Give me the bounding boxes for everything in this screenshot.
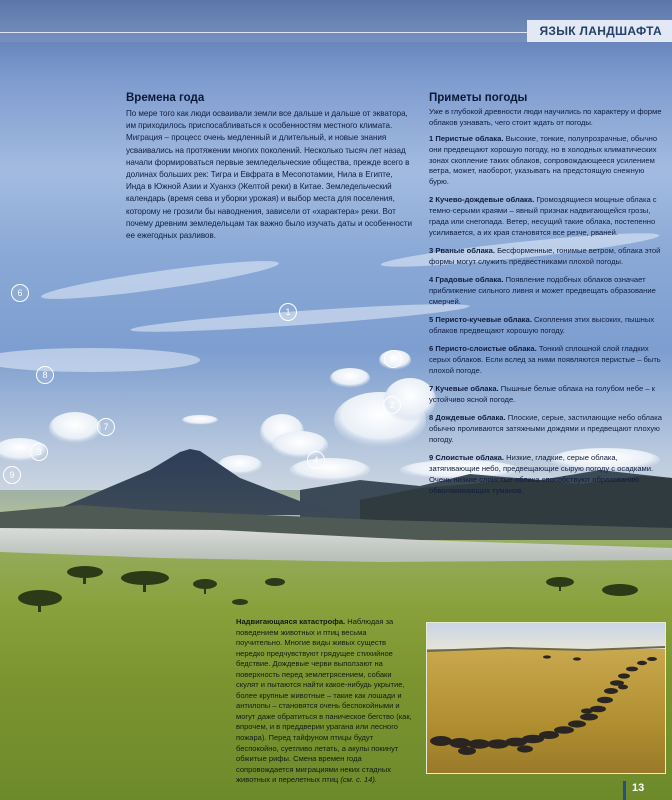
list-item [429,453,665,496]
item-text: Скопления этих высоких, пышных облаков предвещают хорошую погоду. [429,315,655,335]
item-text: Низкие, гладкие, серые облака, затягивающие небо, предвещающие сырую погоду с осадками. Очень низкие слоистые облака способствуют образованию обволакивающих туманов. [429,453,654,495]
item-number: 4 [429,275,434,285]
wildebeest-photo [426,622,666,774]
item-text: Плоские, серые, застилающие небо облака обычно проливаются затяжными дождями и предвещают плохую погоду. [429,413,662,444]
list-item [429,246,665,268]
seasons-heading: Времена года [126,92,205,104]
list-item [429,413,665,445]
cloud-marker-1: 1 [279,303,297,321]
item-term: Рваные облака. [435,246,495,256]
section-label: ЯЗЫК ЛАНДШАФТА [527,20,672,42]
item-term: Кучево-дождевые облака. [435,195,535,205]
list-item [429,315,665,337]
cloud-marker-5: 5 [384,350,402,368]
item-number: 1 [429,134,434,143]
item-term: Перисто-кучевые облака. [435,315,532,325]
item-term: Перисто-слоистые облака. [435,344,537,354]
list-item [429,275,665,307]
cloud-types-list [429,134,665,496]
item-term: Кучевые облака. [435,384,499,394]
item-term: Градовые облака. [435,275,504,285]
weather-signs-heading: Приметы погоды [429,92,528,104]
item-text: Высокие, тонкие, полупрозрачные, обычно они предвещают хорошую погоду, но в холодных климатических зонах скопление таких облаков, сопровождающееся усилением ветра, может, наоборот, указывать на предстоящую снежную бурю. [429,134,658,187]
seasons-body: По мере того как люди осваивали земли все дальше и дальше от экватора, им приходилось приспосабливаться к особенностям местного климата. Миграция – процесс очень медленный и длительный, и новые знания усваивались на протяжении многих поколений. Несколько тысяч лет назад начали формироваться первые земледельческие общества, прежде всего в долинах больших рек: Тигра и Евфрата в Месопотамии, Нила в Египте, Инда в Южной Азии и Хуанхэ (Желтой реки) в Китае. Земледельческий календарь (время сева и уборки урожая) и выбор места для поселения, которому не грозили бы наводнения, зависели от «характера» реки. Вот почему древним земледельцам так важно было изучать даты и особенности ее ежегодных разливов. [126,109,412,241]
page-number: 13 [632,782,645,794]
item-text: Тонкий сплошной слой гладких серых облаков. Если вслед за ними появляются перистые – быть плохой погоде. [429,344,661,375]
cloud-marker-4: 4 [307,451,325,469]
item-number: 7 [429,384,434,394]
item-text: Бесформенные, гонимые ветром, облака этой формы могут служить предвестниками плохой погоды. [429,246,661,266]
catastrophe-lead: Надвигающаяся катастрофа. [236,617,346,626]
acacia-trees [18,566,638,612]
item-number: 8 [429,413,434,423]
cloud-marker-2: 2 [383,396,401,414]
item-term: Дождевые облака. [435,413,506,423]
item-text: Пышные белые облака на голубом небе – к устойчиво ясной погоде. [429,384,655,404]
catastrophe-section [236,617,414,786]
list-item [429,344,665,376]
catastrophe-paragraph [236,617,414,786]
item-number: 3 [429,246,434,256]
item-term: Слоистые облака. [435,453,504,463]
item-number: 6 [429,344,434,354]
cloud-marker-8: 8 [36,366,54,384]
item-term: Перистые облака. [435,134,504,143]
seasons-section [126,92,412,242]
list-item [429,134,665,188]
page-reference: (см. с. 14). [340,775,377,785]
cloud-marker-7: 7 [97,418,115,436]
catastrophe-text: Наблюдая за поведением животных и птиц весьма поучительно. Многие виды живых существ нередко предчувствуют грядущее стихийное бедствие. Дождевые черви выползают на поверхность перед землетрясением, собаки скулят и пытаются найти какое-нибудь укрытие, более крупные животные – такие как лошади и антилопы – становятся очень беспокойными и могут даже обратиться в паническое бегство (как, впрочем, и в преддверии урагана или лесного пожара). Перед тайфуном птицы будут беспокойно, суетливо летать, а акулы покинут обжитые рифы. Смена времен года сопровождается миграциями неких стадных животных и перелетных птиц [236,617,412,785]
wildebeest-migration-image [427,623,665,773]
item-number: 5 [429,315,434,325]
item-number: 9 [429,453,434,463]
page-number-bar [623,781,626,800]
item-text: Появление подобных облаков означает приближение сильного ливня и может предвещать образование смерчей. [429,275,656,306]
list-item [429,384,665,406]
list-item [429,195,665,238]
cloud-marker-3: 3 [30,443,48,461]
cloud-marker-6: 6 [11,284,29,302]
item-text: Громоздящиеся мощные облака с темно-серыми краями – явный признак надвигающейся грозы, града или снегопада. Ветер, несущий такие облака, постепенно усиливается, а их края становятся все резче, рваней. [429,195,657,237]
cloud-marker-9: 9 [3,466,21,484]
weather-signs-intro: Уже в глубокой древности люди научились по характеру и форме облаков узнавать, чего стоит ждать от погоды. [429,107,662,127]
weather-signs-section [429,92,665,504]
item-number: 2 [429,195,434,205]
